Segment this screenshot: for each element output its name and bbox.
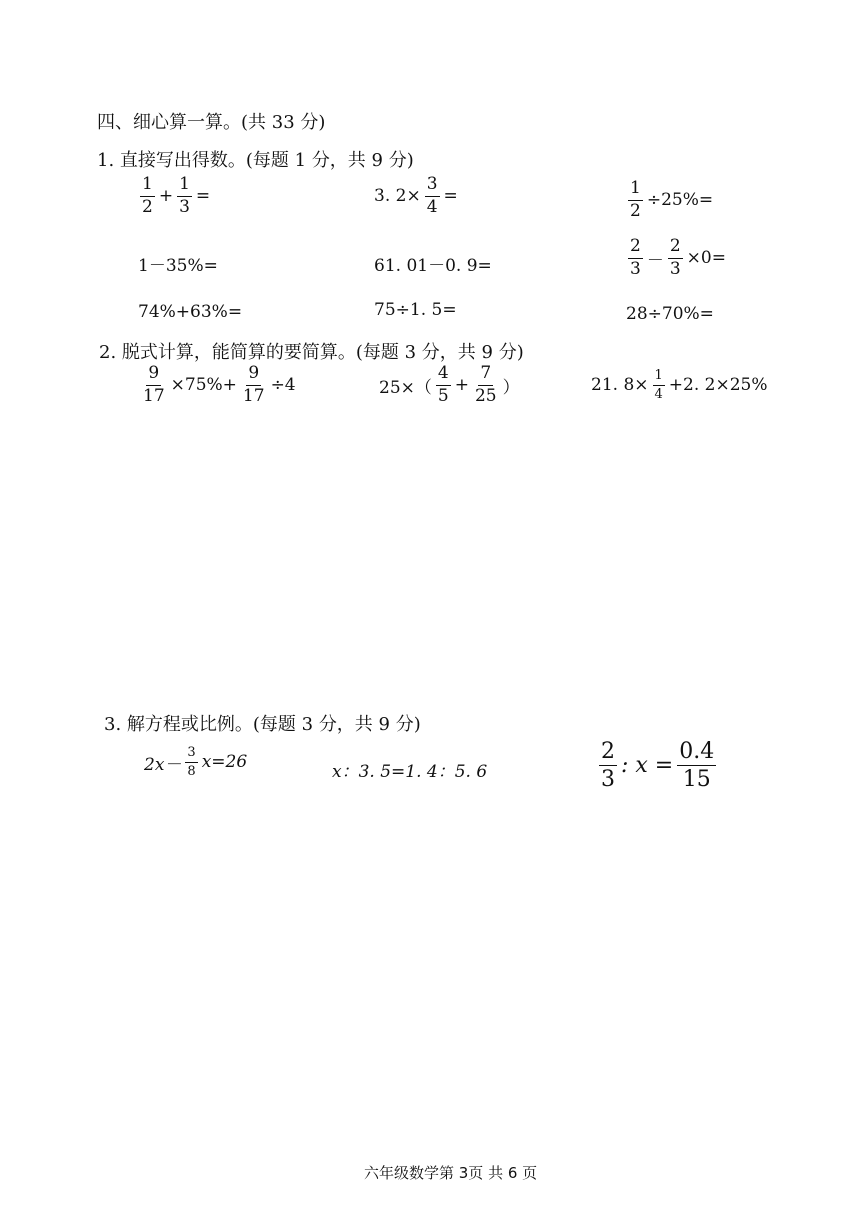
denominator: 8: [187, 763, 196, 779]
denominator: 3: [669, 258, 681, 279]
part1-title: 1. 直接写出得数。(每题 1 分，共 9 分): [97, 150, 414, 171]
denominator: 3: [179, 196, 190, 217]
operator: －: [646, 250, 664, 271]
expression-middle: ×75%+: [170, 375, 237, 396]
numerator: 3: [425, 176, 440, 197]
expression-tail: ÷4: [270, 375, 296, 396]
prefix: 2x－: [144, 754, 182, 775]
ratio-symbol: : x =: [621, 753, 674, 779]
expression-tail: ÷25%=: [646, 190, 714, 211]
denominator: 4: [654, 386, 663, 402]
fraction: [653, 369, 665, 401]
fraction: [473, 365, 499, 406]
part1-q2: [374, 176, 458, 217]
denominator: 3: [601, 767, 615, 793]
part1-q1: [138, 176, 210, 217]
numerator: 1: [628, 180, 643, 201]
denominator: 25: [474, 385, 497, 406]
denominator: 15: [682, 767, 711, 793]
part3-q3: [597, 740, 718, 791]
expression-tail: ）: [502, 377, 520, 398]
denominator: 17: [242, 385, 265, 406]
prefix: 21. 8×: [591, 375, 649, 396]
fraction: [436, 365, 451, 406]
fraction: [599, 740, 617, 791]
part1-q8: 75÷1. 5=: [374, 300, 457, 320]
fraction: [628, 238, 643, 279]
numerator: 1: [653, 369, 665, 386]
part2-q1: [139, 365, 296, 406]
denominator: 2: [630, 200, 641, 221]
fraction: [185, 746, 197, 778]
part1-q3: [626, 180, 713, 221]
expression-tail: ×0=: [686, 248, 726, 269]
fraction: [241, 365, 267, 406]
fraction: [628, 180, 643, 221]
prefix: 3. 2×: [374, 186, 421, 207]
numerator: 1: [177, 176, 192, 197]
denominator: 17: [143, 385, 165, 406]
numerator: 7: [478, 365, 493, 386]
fraction: [177, 176, 192, 217]
expression-tail: x=26: [201, 752, 248, 773]
part3-q1: [144, 746, 247, 778]
part2-title: 2. 脱式计算，能简算的要简算。(每题 3 分，共 9 分): [99, 342, 524, 363]
part1-q4: 1－35%=: [138, 256, 218, 276]
numerator: 9: [146, 365, 161, 386]
equals: =: [195, 186, 211, 207]
part3-title: 3. 解方程或比例。(每题 3 分，共 9 分): [104, 714, 421, 735]
numerator: 1: [140, 176, 155, 197]
part3-q2: x：3. 5=1. 4：5. 6: [332, 762, 488, 782]
part2-q2: [379, 365, 520, 406]
denominator: 5: [437, 385, 449, 406]
numerator: 3: [185, 746, 197, 763]
section-title: 四、细心算一算。(共 33 分): [97, 112, 326, 133]
fraction: [677, 740, 716, 791]
numerator: 2: [668, 238, 683, 259]
denominator: 2: [142, 196, 153, 217]
denominator: 4: [426, 196, 438, 217]
denominator: 3: [630, 258, 641, 279]
part1-q6: [626, 238, 726, 279]
fraction: [668, 238, 683, 279]
numerator: 9: [246, 365, 261, 386]
part1-q9: 28÷70%=: [626, 304, 714, 324]
fraction: [425, 176, 440, 217]
operator: +: [454, 375, 469, 396]
part1-q5: 61. 01－0. 9=: [374, 256, 492, 276]
prefix: 25×（: [379, 377, 432, 398]
expression-tail: +2. 2×25%: [668, 375, 768, 396]
equals: =: [443, 186, 458, 207]
part1-q7: 74%+63%=: [138, 302, 243, 322]
numerator: 0.4: [677, 740, 716, 766]
fraction: [140, 176, 155, 217]
numerator: 4: [436, 365, 451, 386]
operator: +: [158, 186, 174, 207]
fraction: [141, 365, 167, 406]
part2-q3: [591, 369, 768, 401]
numerator: 2: [599, 740, 617, 766]
numerator: 2: [628, 238, 643, 259]
page-footer: 六年级数学第 3页 共 6 页: [364, 1164, 538, 1182]
